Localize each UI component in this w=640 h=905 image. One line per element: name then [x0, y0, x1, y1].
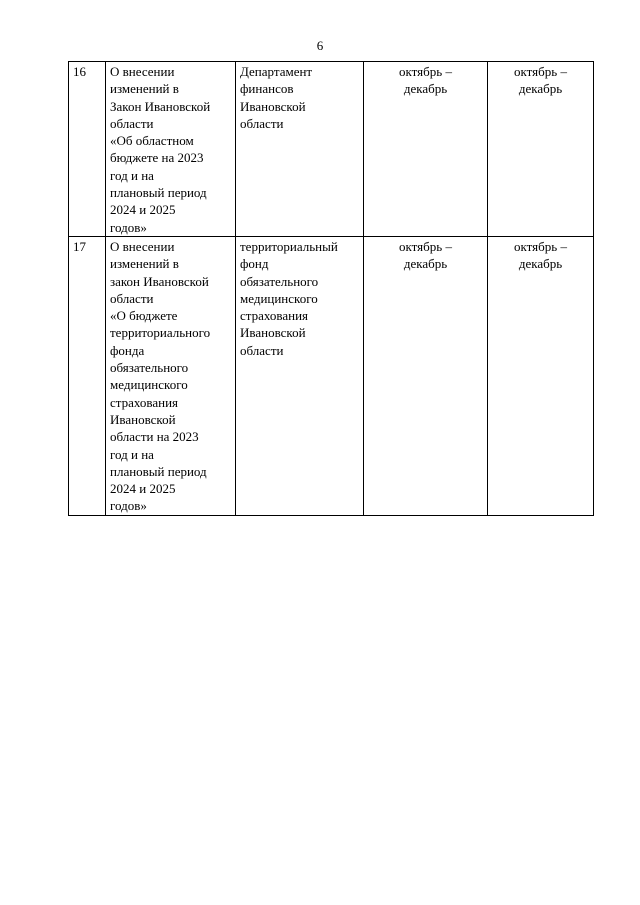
row-number: 16 [69, 62, 106, 237]
term-submission: октябрь – декабрь [488, 236, 594, 515]
law-title: О внесении изменений в Закон Ивановской области «Об областном бюджете на 2023 год и на плановый период 2024 и 2025 годов» [106, 62, 236, 237]
row-number: 17 [69, 236, 106, 515]
responsible-body: территориальный фонд обязательного медицинского страхования Ивановской области [236, 236, 364, 515]
term-development: октябрь – декабрь [364, 62, 488, 237]
term-submission: октябрь – декабрь [488, 62, 594, 237]
table-row [69, 62, 594, 237]
term-development: октябрь – декабрь [364, 236, 488, 515]
law-title: О внесении изменений в закон Ивановской области «О бюджете территориального фонда обязательного медицинского страхования Ивановской области на 2023 год и на плановый период 2024 и 2025 годов» [106, 236, 236, 515]
page-number: 6 [316, 38, 324, 53]
plan-table [68, 61, 594, 516]
table-row [69, 236, 594, 515]
responsible-body: Департамент финансов Ивановской области [236, 62, 364, 237]
